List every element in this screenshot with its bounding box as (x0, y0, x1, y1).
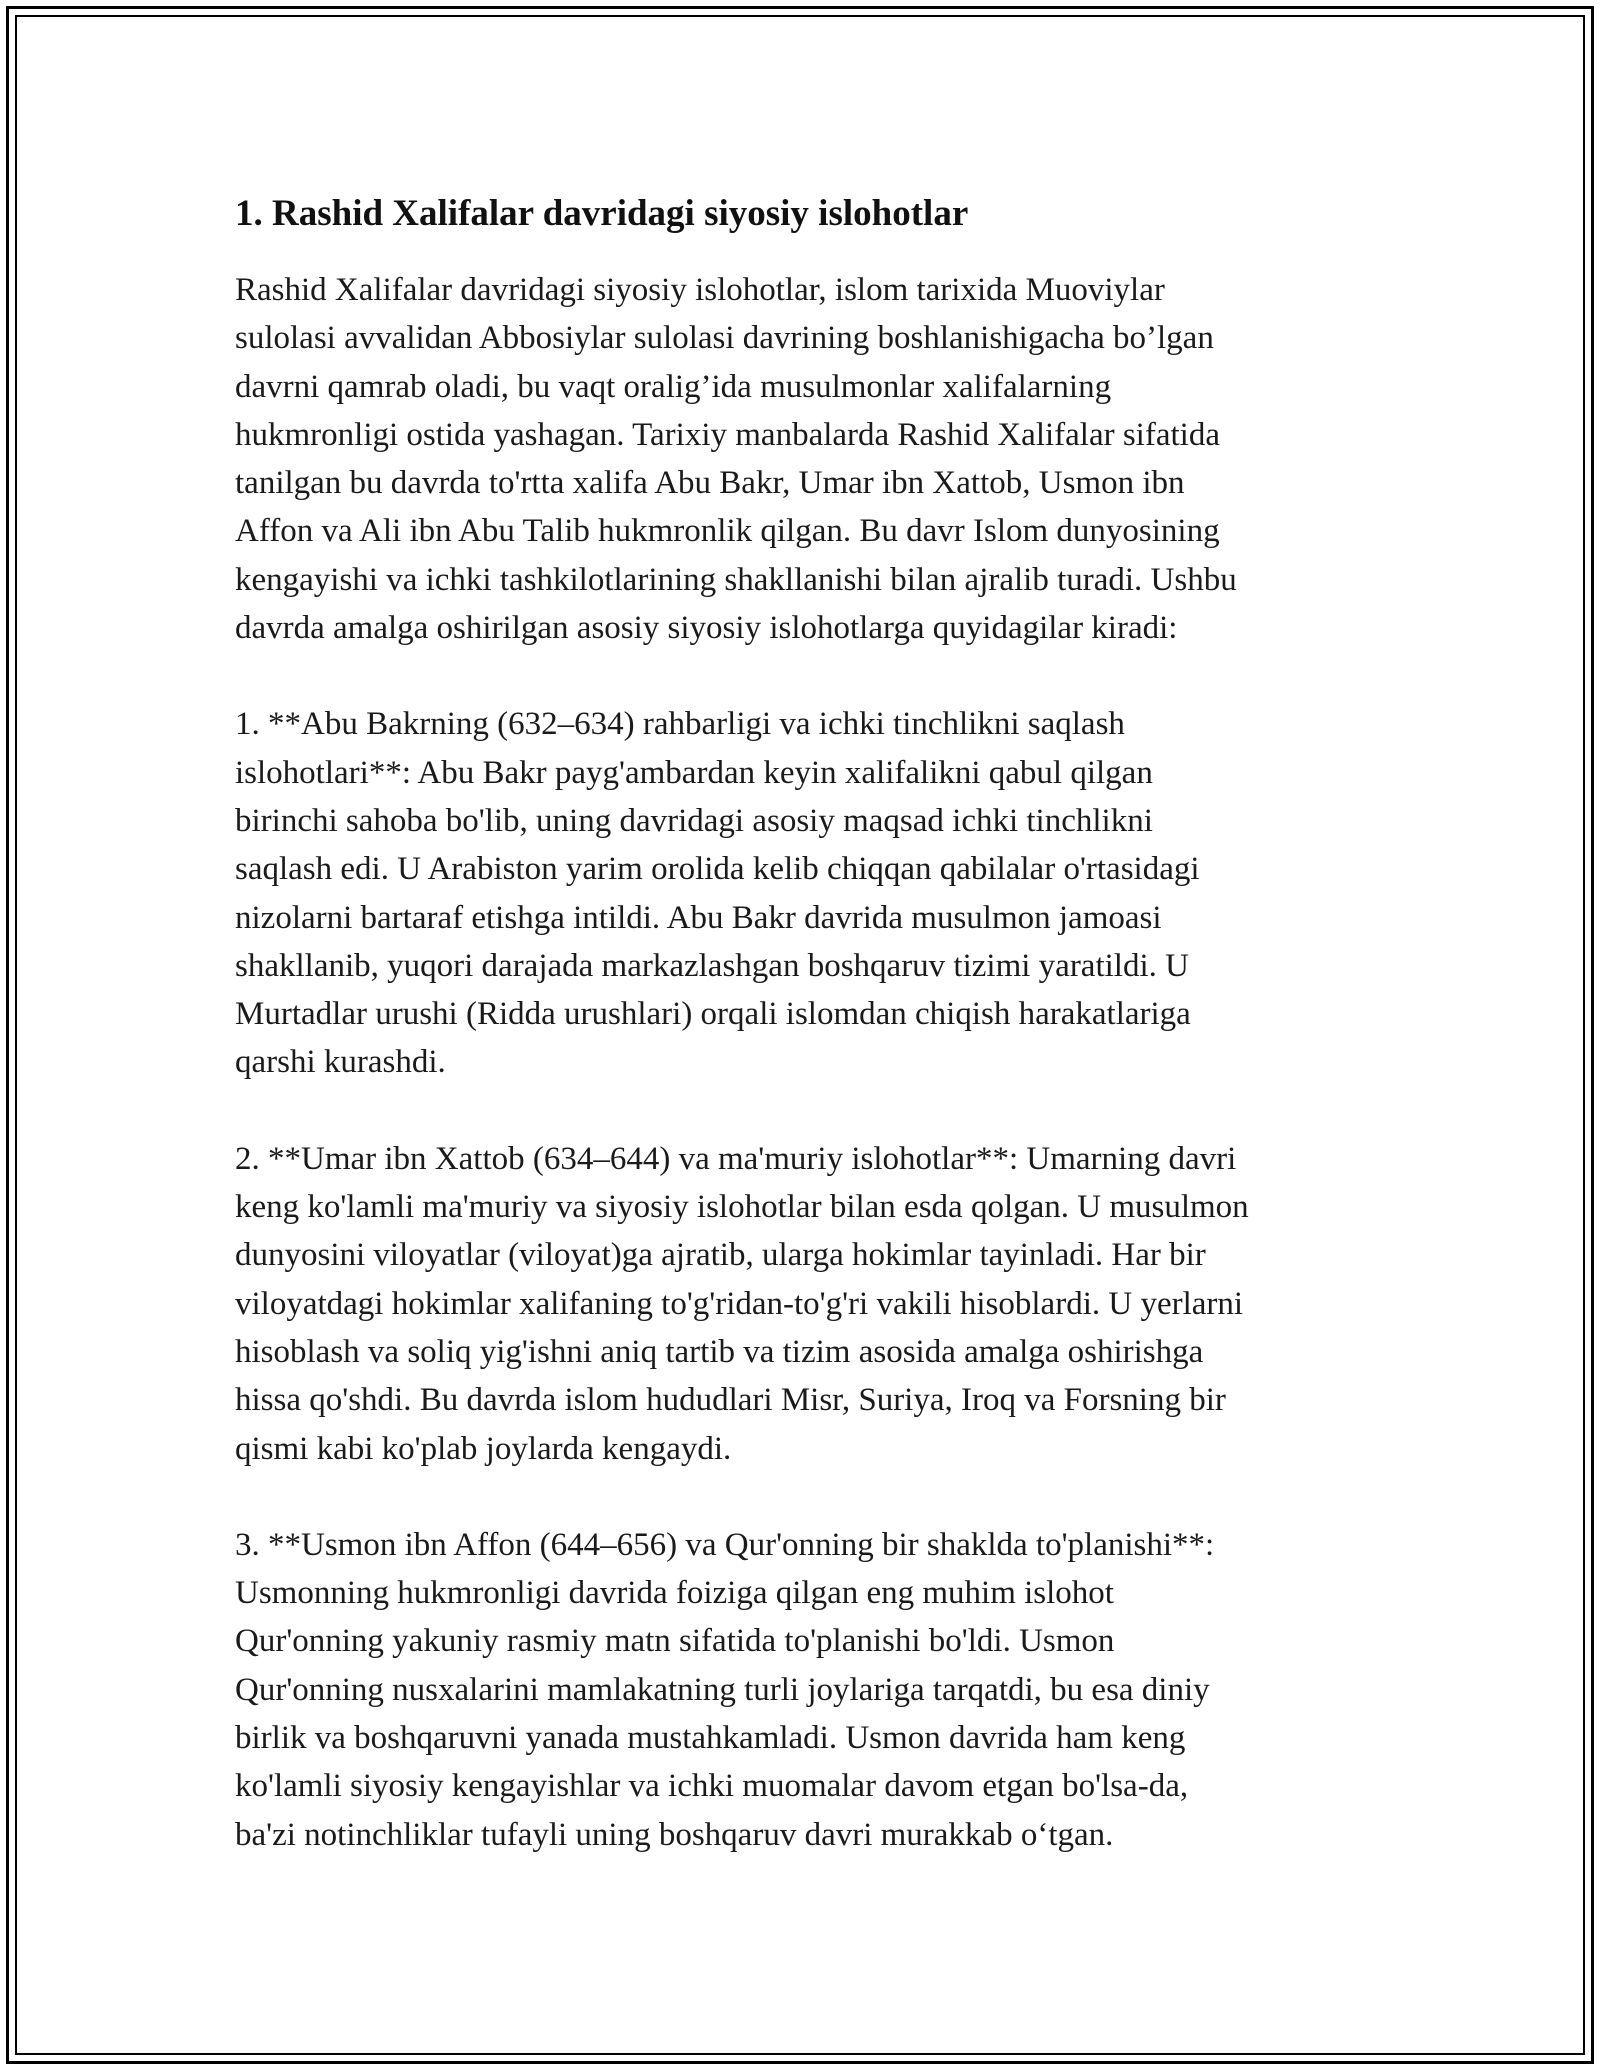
paragraph-umar: 2. **Umar ibn Xattob (634–644) va ma'muriy islohotlar**: Umarning davri keng ko'lamli ma'muriy va siyosiy islohotlar bilan esda qolgan. U musulmon dunyosini viloyatlar (viloyat)ga ajratib, ularga hokimlar tayinladi. Har bir viloyatdagi hokimlar xalifaning to'g'ridan-to'g'ri vakili hisoblardi. U yerlarni hisoblash va soliq yig'ishni aniq tartib va tizim asosida amalga oshirishga hissa qo'shdi. Bu davrda islom hududlari Misr, Suriya, Iroq va Forsning bir qismi kabi ko'plab joylarda kengaydi. (235, 1140, 1249, 1467)
document-title: 1. Rashid Xalifalar davridagi siyosiy islohotlar (235, 193, 969, 234)
paragraph-usmon: 3. **Usmon ibn Affon (644–656) va Qur'onning bir shaklda to'planishi**: Usmonning hukmronligi davrida foiziga qilgan eng muhim islohot Qur'onning yakuniy rasmiy matn sifatida to'planishi bo'ldi. Usmon Qur'onning nusxalarini mamlakatning turli joylariga tarqatdi, bu esa diniy birlik va boshqaruvni yanada mustahkamladi. Usmon davrida ham keng ko'lamli siyosiy kengayishlar va ichki muomalar davom etgan bo'lsa-da, ba'zi notinchliklar tufayli uning boshqaruv davri murakkab o‘tgan. (235, 1526, 1215, 1853)
paragraph-abu-bakr: 1. **Abu Bakrning (632–634) rahbarligi va ichki tinchlikni saqlash islohotlari**: Abu Bakr payg'ambardan keyin xalifalikni qabul qilgan birinchi sahoba bo'lib, uning davridagi asosiy maqsad ichki tinchlikni saqlash edi. U Arabiston yarim orolida kelib chiqqan qabilalar o'rtasidagi nizolarni bartaraf etishga intildi. Abu Bakr davrida musulmon jamoasi shakllanib, yuqori darajada markazlashgan boshqaruv tizimi yaratildi. U Murtadlar urushi (Ridda urushlari) orqali islomdan chiqish harakatlariga qarshi kurashdi. (235, 706, 1200, 1081)
document-body (235, 188, 1385, 1859)
paragraph-intro: Rashid Xalifalar davridagi siyosiy islohotlar, islom tarixida Muoviylar sulolasi avvalidan Abbosiylar sulolasi davrining boshlanishigacha bo’lgan davrni qamrab oladi, bu vaqt oralig’ida musulmonlar xalifalarning hukmronligi ostida yashagan. Tarixiy manbalarda Rashid Xalifalar sifatida tanilgan bu davrda to'rtta xalifa Abu Bakr, Umar ibn Xattob, Usmon ibn Affon va Ali ibn Abu Talib hukmronlik qilgan. Bu davr Islom dunyosining kengayishi va ichki tashkilotlarining shakllanishi bilan ajralib turadi. Ushbu davrda amalga oshirilgan asosiy siyosiy islohotlarga quyidagilar kiradi: (235, 272, 1237, 647)
